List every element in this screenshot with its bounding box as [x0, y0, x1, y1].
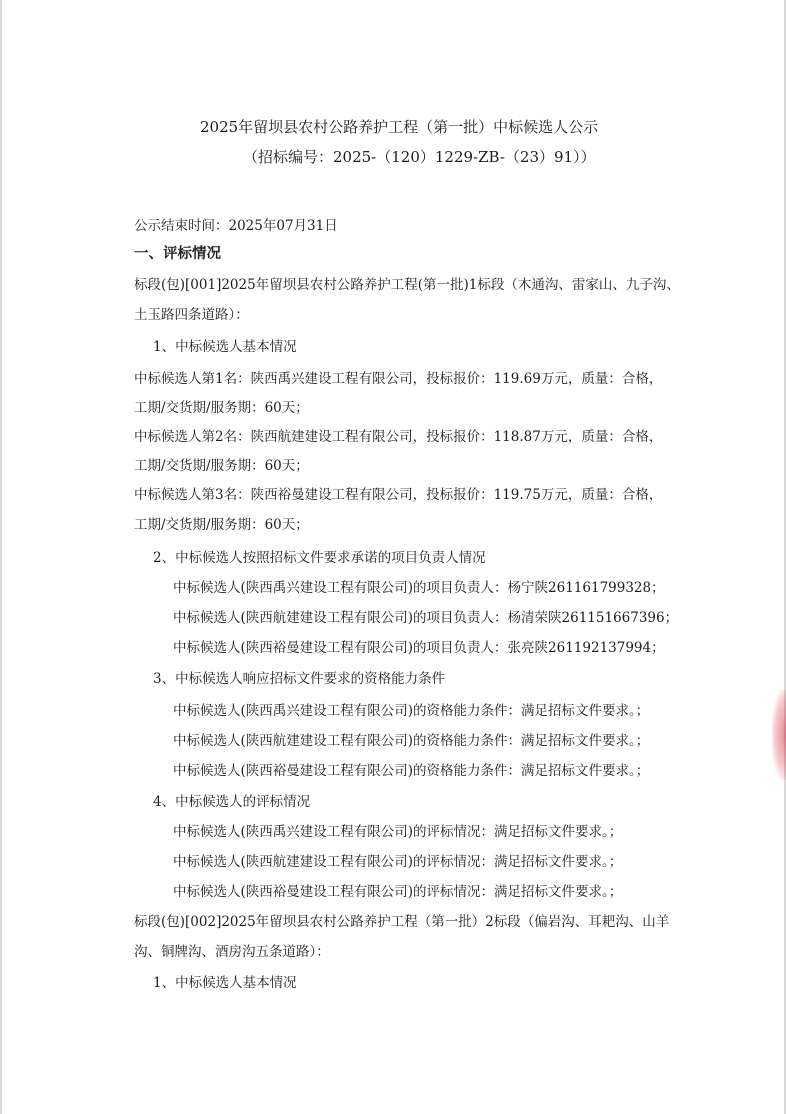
page-edge-left [0, 0, 2, 1114]
lot2-heading-line2: 沟、铜牌沟、酒房沟五条道路）： [134, 944, 330, 960]
project-manager-2: 中标候选人(陕西航建建设工程有限公司)的项目负责人：杨清荣陕261151667396； [173, 610, 679, 626]
subsection-qualification: 3、中标候选人响应招标文件要求的资格能力条件 [153, 671, 446, 687]
red-seal-fragment [772, 690, 786, 780]
qualification-1: 中标候选人(陕西禹兴建设工程有限公司)的资格能力条件：满足招标文件要求。； [173, 703, 650, 719]
project-manager-3: 中标候选人(陕西裕曼建设工程有限公司)的项目负责人：张亮陕261192137994； [173, 640, 665, 656]
lot2-heading-line1: 标段(包)[002]2025年留坝县农村公路养护工程（第一批）2标段（偏岩沟、耳耙沟、山羊 [134, 914, 670, 930]
section-heading-evaluation: 一、评标情况 [134, 245, 221, 262]
qualification-3: 中标候选人(陕西裕曼建设工程有限公司)的资格能力条件：满足招标文件要求。； [173, 763, 650, 779]
publicity-end-time: 公示结束时间：2025年07月31日 [134, 218, 338, 234]
evaluation-1: 中标候选人(陕西禹兴建设工程有限公司)的评标情况：满足招标文件要求。； [173, 824, 623, 840]
lot1-heading-line1: 标段(包)[001]2025年留坝县农村公路养护工程(第一批)1标段（木通沟、雷家山、九子沟、 [134, 277, 680, 293]
candidate-3-line2: 工期/交货期/服务期：60天； [134, 517, 309, 533]
candidate-3-line1: 中标候选人第3名：陕西裕曼建设工程有限公司，投标报价：119.75万元，质量：合格， [134, 487, 663, 503]
qualification-2: 中标候选人(陕西航建建设工程有限公司)的资格能力条件：满足招标文件要求。； [173, 733, 650, 749]
doc-subtitle: （招标编号：2025-（120）1229-ZB-（23）91）） [243, 148, 596, 166]
subsection-project-manager: 2、中标候选人按照招标文件要求承诺的项目负责人情况 [153, 550, 486, 566]
evaluation-3: 中标候选人(陕西裕曼建设工程有限公司)的评标情况：满足招标文件要求。； [173, 884, 623, 900]
candidate-1-line1: 中标候选人第1名：陕西禹兴建设工程有限公司，投标报价：119.69万元，质量：合格， [134, 371, 663, 387]
doc-title: 2025年留坝县农村公路养护工程（第一批）中标候选人公示 [200, 118, 599, 136]
subsection-evaluation: 4、中标候选人的评标情况 [153, 794, 311, 810]
lot1-heading-line2: 土玉路四条道路）： [134, 307, 249, 323]
evaluation-2: 中标候选人(陕西航建建设工程有限公司)的评标情况：满足招标文件要求。； [173, 854, 623, 870]
candidate-1-line2: 工期/交货期/服务期：60天； [134, 400, 309, 416]
project-manager-1: 中标候选人(陕西禹兴建设工程有限公司)的项目负责人：杨宁陕261161799328； [173, 580, 665, 596]
candidate-2-line2: 工期/交货期/服务期：60天； [134, 458, 309, 474]
subsection-basic-info: 1、中标候选人基本情况 [153, 339, 297, 355]
candidate-2-line1: 中标候选人第2名：陕西航建建设工程有限公司，投标报价：118.87万元，质量：合格， [134, 429, 663, 445]
subsection-basic-info-lot2: 1、中标候选人基本情况 [153, 975, 297, 991]
